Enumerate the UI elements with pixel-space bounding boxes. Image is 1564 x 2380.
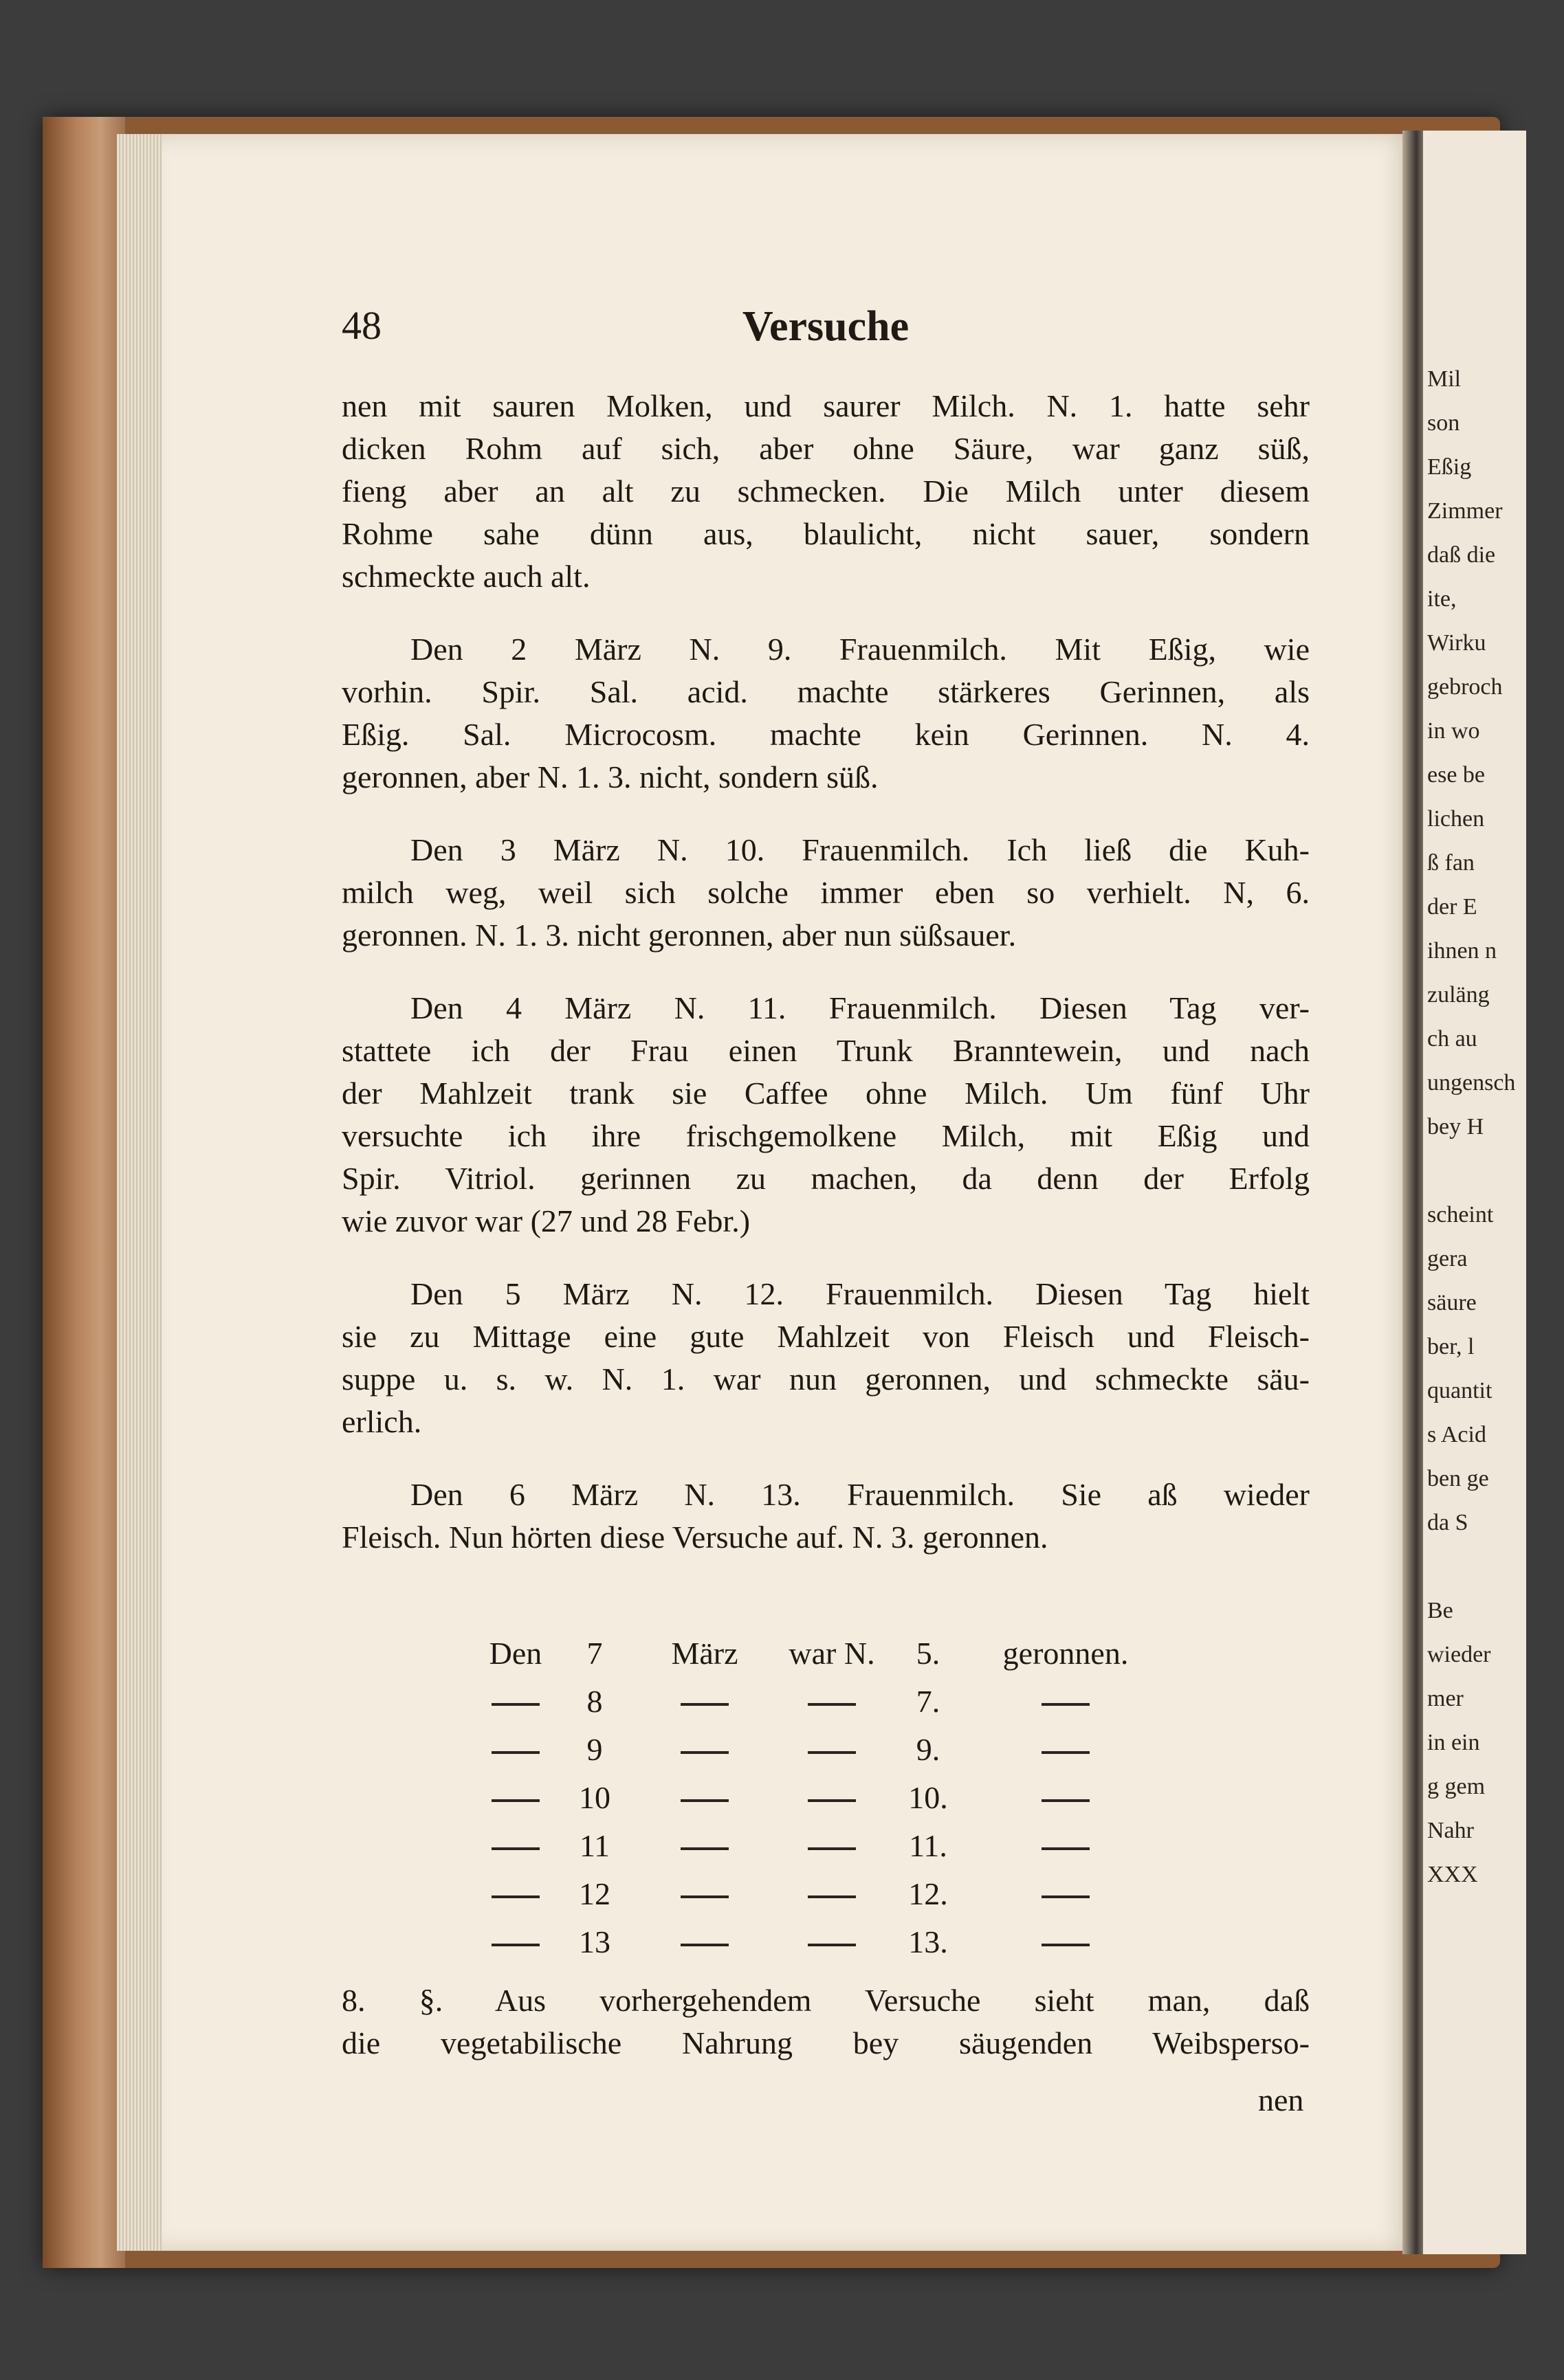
closing-paragraph: [342, 1979, 1310, 2065]
table-cell: 12: [579, 1876, 610, 1911]
text-line: versuchte ich ihre frischgemolkene Milch, mit Eßig und: [342, 1118, 1310, 1153]
ditto-dash-mark: [681, 1703, 729, 1706]
right-page-text-fragment: [1423, 1149, 1523, 1193]
table-cell: 9: [586, 1731, 603, 1767]
table-row: [474, 1821, 1231, 1869]
right-page-text-fragment: lichen: [1427, 806, 1485, 832]
ditto-dash-mark: [492, 1751, 540, 1754]
right-page-text-fragment: bey H: [1427, 1114, 1484, 1139]
right-page-text-fragment: ungensch: [1427, 1070, 1516, 1096]
ditto-dash: [474, 1876, 557, 1912]
right-page-text-fragment: ese be: [1427, 762, 1486, 788]
ditto-dash: [632, 1779, 777, 1816]
table-row: [474, 1869, 1231, 1917]
page-header: [342, 302, 1310, 357]
ditto-dash: [474, 1924, 557, 1960]
text-line: Eßig. Sal. Microcosm. machte kein Gerinnen. N. 4.: [342, 717, 1310, 752]
ditto-dash-mark: [681, 1799, 729, 1802]
ditto-dash: [777, 1683, 887, 1720]
right-page-text-fragment: s Acid: [1427, 1422, 1486, 1447]
text-line: 8. §. Aus vorhergehendem Versuche sieht man, daß: [342, 1983, 1310, 2018]
text-line: geronnen, aber N. 1. 3. nicht, sondern süß.: [342, 759, 879, 794]
table-cell: 9.: [916, 1731, 940, 1767]
table-cell: Den: [489, 1635, 542, 1671]
right-page-text-fragment: quantit: [1427, 1378, 1493, 1403]
paragraph: [342, 385, 1310, 598]
table-cell: 13: [579, 1924, 610, 1959]
right-page-text-fragment: [1423, 1545, 1523, 1589]
paragraph: [342, 1473, 1310, 1559]
table-cell: 13.: [908, 1924, 948, 1959]
ditto-dash: [777, 1876, 887, 1912]
ditto-dash-mark: [492, 1847, 540, 1850]
table-row: [474, 1917, 1231, 1966]
right-page-text-fragment: mer: [1427, 1686, 1464, 1711]
ditto-dash: [474, 1683, 557, 1720]
ditto-dash: [632, 1827, 777, 1864]
right-page-text-fragment: säure: [1427, 1290, 1477, 1315]
ditto-dash-mark: [1042, 1799, 1090, 1802]
ditto-dash-mark: [681, 1895, 729, 1898]
table-cell: war N.: [789, 1635, 875, 1671]
ditto-dash: [969, 1731, 1162, 1768]
ditto-dash-mark: [808, 1944, 856, 1946]
text-line: dicken Rohm auf sich, aber ohne Säure, war ganz süß,: [342, 431, 1310, 466]
ditto-dash-mark: [492, 1895, 540, 1898]
right-page-text-fragment: g gem: [1427, 1774, 1486, 1799]
text-line: Spir. Vitriol. gerinnen zu machen, da denn der Erfolg: [342, 1161, 1310, 1196]
ditto-dash-mark: [1042, 1703, 1090, 1706]
text-line: Fleisch. Nun hörten diese Versuche auf. N. 3. geronnen.: [342, 1520, 1048, 1555]
ditto-dash-mark: [492, 1944, 540, 1946]
text-line: schmeckte auch alt.: [342, 559, 591, 594]
ditto-dash: [969, 1683, 1162, 1720]
right-page-text-fragment: Eßig: [1427, 454, 1472, 480]
table-row: [474, 1773, 1231, 1821]
table-cell: geronnen.: [1002, 1635, 1129, 1671]
ditto-dash-mark: [1042, 1847, 1090, 1850]
ditto-dash-mark: [681, 1847, 729, 1850]
observation-table: [474, 1629, 1231, 1966]
right-page-text-fragment: der E: [1427, 894, 1477, 920]
table-cell: 5.: [916, 1635, 940, 1671]
paragraph: [342, 628, 1310, 799]
text-line: der Mahlzeit trank sie Caffee ohne Milch. Um fünf Uhr: [342, 1076, 1310, 1111]
ditto-dash: [632, 1731, 777, 1768]
ditto-dash: [632, 1924, 777, 1960]
ditto-dash: [777, 1924, 887, 1960]
running-title: Versuche: [742, 303, 910, 350]
ditto-dash: [474, 1731, 557, 1768]
ditto-dash: [777, 1827, 887, 1864]
paragraph: [342, 987, 1310, 1243]
page-stack-edge: [117, 134, 165, 2251]
right-page-text-fragment: ite,: [1427, 586, 1457, 612]
text-line: Den 5 März N. 12. Frauenmilch. Diesen Tag hielt: [410, 1276, 1310, 1311]
body-text: [342, 385, 1310, 1559]
right-page-text-fragment: XXX: [1427, 1862, 1478, 1887]
ditto-dash-mark: [808, 1847, 856, 1850]
table-row: [474, 1677, 1231, 1725]
table-header-row: [474, 1629, 1231, 1677]
ditto-dash: [777, 1731, 887, 1768]
right-page-spacer: [1423, 131, 1526, 357]
ditto-dash-mark: [681, 1944, 729, 1946]
text-line: vorhin. Spir. Sal. acid. machte stärkeres Gerinnen, als: [342, 674, 1310, 709]
paragraph: [342, 1273, 1310, 1443]
right-page-fragment: [1423, 131, 1526, 2254]
ditto-dash-mark: [1042, 1751, 1090, 1754]
catchword: nen: [1258, 2082, 1304, 2117]
text-line: Den 6 März N. 13. Frauenmilch. Sie aß wieder: [410, 1477, 1310, 1512]
text-line: wie zuvor war (27 und 28 Febr.): [342, 1203, 751, 1238]
right-page-text-fragment: ben ge: [1427, 1466, 1489, 1491]
right-page-text-fragment: Zimmer: [1427, 498, 1503, 524]
ditto-dash: [474, 1827, 557, 1864]
right-page-text-fragment: Nahr: [1427, 1818, 1474, 1843]
text-line: die vegetabilische Nahrung bey säugenden Weibsperso-: [342, 2025, 1310, 2060]
table-cell: 7.: [916, 1683, 940, 1719]
text-line: Den 3 März N. 10. Frauenmilch. Ich ließ die Kuh-: [410, 832, 1310, 867]
ditto-dash-mark: [808, 1895, 856, 1898]
ditto-dash-mark: [492, 1799, 540, 1802]
ditto-dash: [777, 1779, 887, 1816]
ditto-dash-mark: [808, 1703, 856, 1706]
right-page-text-fragment: ch au: [1427, 1026, 1477, 1052]
right-page-text-fragment: in ein: [1427, 1730, 1480, 1755]
right-page-text-fragment: in wo: [1427, 718, 1480, 744]
table-cell: 10: [579, 1779, 610, 1815]
ditto-dash-mark: [492, 1703, 540, 1706]
ditto-dash: [969, 1779, 1162, 1816]
ditto-dash: [632, 1683, 777, 1720]
right-page-text-fragment: ihnen n: [1427, 938, 1497, 964]
text-line: Den 2 März N. 9. Frauenmilch. Mit Eßig, wie: [410, 632, 1310, 667]
text-line: milch weg, weil sich solche immer eben so verhielt. N, 6.: [342, 875, 1310, 910]
page-number: 48: [342, 303, 382, 348]
text-line: fieng aber an alt zu schmecken. Die Milch unter diesem: [342, 474, 1310, 509]
table-row: [474, 1725, 1231, 1773]
right-page-text-fragment: wieder: [1427, 1642, 1491, 1667]
ditto-dash: [969, 1876, 1162, 1912]
right-page-text-fragment: ß fan: [1427, 850, 1475, 876]
right-page-text-fragment: gera: [1427, 1246, 1468, 1271]
right-page-text-fragment: Be: [1427, 1598, 1453, 1623]
text-line: nen mit sauren Molken, und saurer Milch. N. 1. hatte sehr: [342, 388, 1310, 423]
right-page-text-fragment: Mil: [1427, 366, 1462, 392]
ditto-dash: [474, 1779, 557, 1816]
text-line: Rohme sahe dünn aus, blaulicht, nicht sauer, sondern: [342, 516, 1310, 551]
paragraph: [342, 829, 1310, 957]
table-cell: 11.: [909, 1827, 947, 1863]
text-line: sie zu Mittage eine gute Mahlzeit von Fleisch und Fleisch-: [342, 1319, 1310, 1354]
text-line: geronnen. N. 1. 3. nicht geronnen, aber nun süßsauer.: [342, 917, 1017, 953]
ditto-dash-mark: [1042, 1944, 1090, 1946]
right-page-text-fragment: da S: [1427, 1510, 1468, 1535]
right-page-text-fragment: scheint: [1427, 1202, 1494, 1227]
ditto-dash-mark: [1042, 1895, 1090, 1898]
right-page-text-fragment: gebroch: [1427, 674, 1503, 700]
ditto-dash-mark: [681, 1751, 729, 1754]
text-line: stattete ich der Frau einen Trunk Branntewein, und nach: [342, 1033, 1310, 1068]
table-cell: 11: [579, 1827, 610, 1863]
ditto-dash: [969, 1827, 1162, 1864]
right-page-text-fragment: son: [1427, 410, 1460, 436]
text-line: erlich.: [342, 1404, 422, 1439]
right-page-text-fragment: ber, l: [1427, 1334, 1475, 1359]
ditto-dash: [969, 1924, 1162, 1960]
ditto-dash-mark: [808, 1799, 856, 1802]
cover-edge: [43, 117, 125, 2268]
table-cell: 10.: [908, 1779, 948, 1815]
text-line: suppe u. s. w. N. 1. war nun geronnen, und schmeckte säu-: [342, 1361, 1310, 1397]
ditto-dash: [632, 1876, 777, 1912]
right-page-text-fragment: daß die: [1427, 542, 1496, 568]
table-cell: 8: [586, 1683, 603, 1719]
right-page-text-fragment: zuläng: [1427, 982, 1490, 1008]
text-line: Den 4 März N. 11. Frauenmilch. Diesen Tag ver-: [410, 990, 1310, 1025]
ditto-dash-mark: [808, 1751, 856, 1754]
table-cell: 12.: [908, 1876, 948, 1911]
table-cell: 7: [586, 1635, 603, 1671]
right-page-text-fragment: Wirku: [1427, 630, 1486, 656]
table-cell: März: [671, 1635, 738, 1671]
